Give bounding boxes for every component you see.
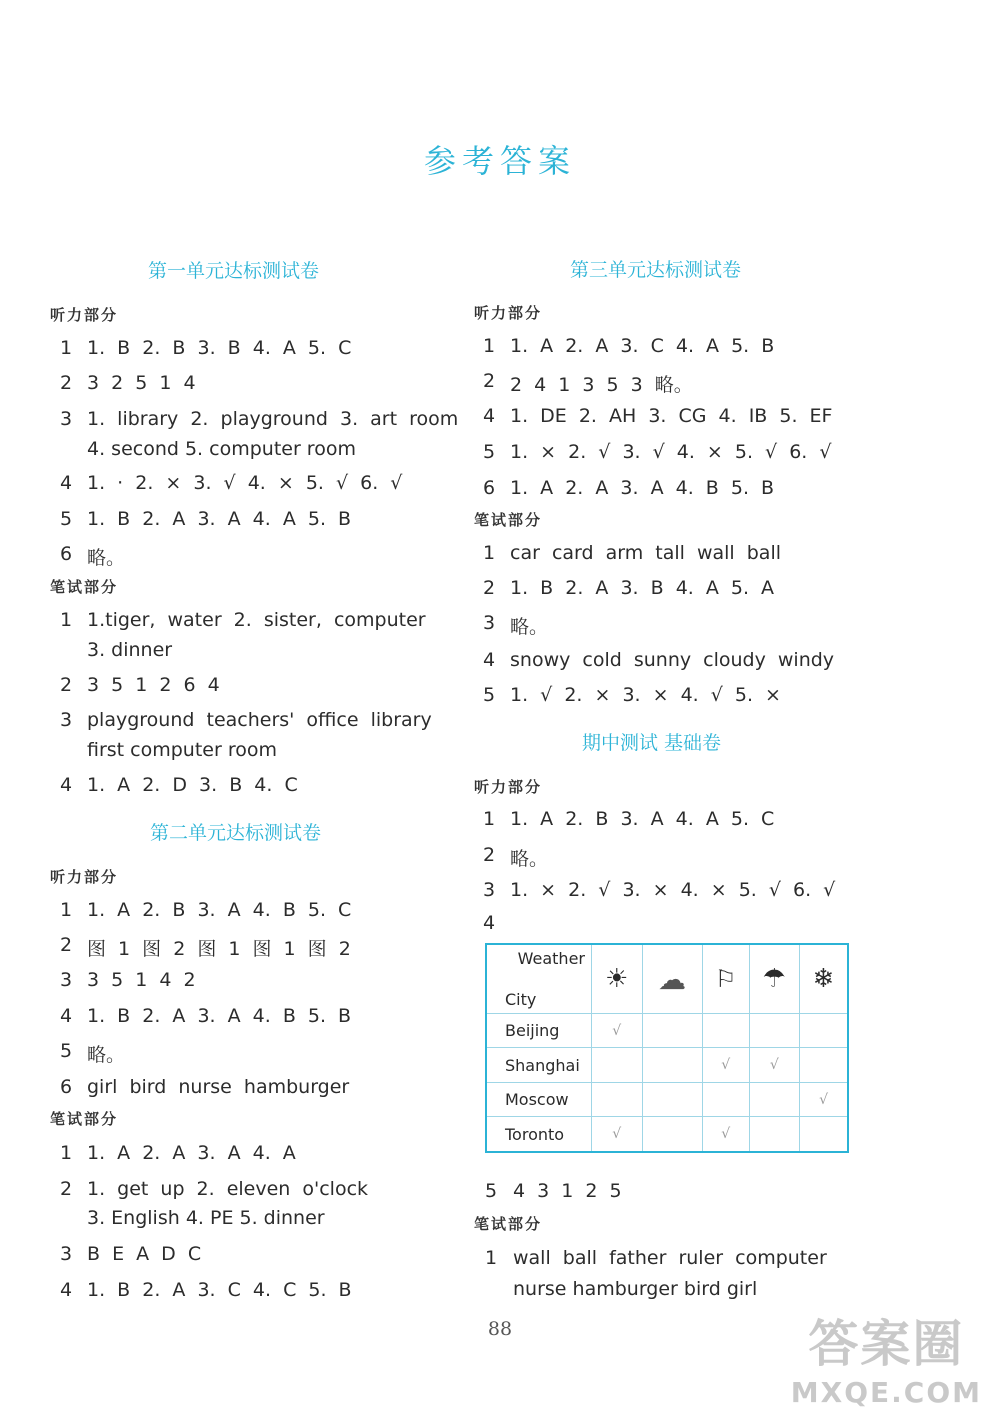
sunny-icon: ☀ <box>592 944 643 1014</box>
answer-row-continued: first computer room <box>87 739 277 761</box>
rainy-icon: ☂ <box>749 944 800 1014</box>
snowy-icon: ❄ <box>800 944 848 1014</box>
answer-row-continued: 3. dinner <box>87 639 173 661</box>
answer-row-continued: 4. second 5. computer room <box>87 438 356 460</box>
answer-row-continued: 3. English 4. PE 5. dinner <box>87 1207 325 1229</box>
weather-table <box>485 943 849 1153</box>
unit2-title: 第二单元达标测试卷 <box>150 822 322 844</box>
midterm-writing-label: 笔试部分 <box>474 1215 543 1233</box>
midterm-listening-label: 听力部分 <box>474 778 543 796</box>
page-number: 88 <box>487 1318 513 1340</box>
site-watermark: 答案圈 MXQE.COM <box>790 1315 982 1409</box>
unit1-writing-label: 笔试部分 <box>50 578 119 596</box>
cloudy-icon: ☁ <box>642 944 702 1014</box>
page-title: 参考答案 <box>423 142 576 180</box>
header-weather: Weather <box>517 949 585 968</box>
table-row: Beijing √ <box>486 1014 848 1048</box>
answer-row-continued: nurse hamburger bird girl <box>513 1278 758 1300</box>
unit3-title: 第三单元达标测试卷 <box>570 259 742 281</box>
table-row: Moscow √ <box>486 1082 848 1116</box>
unit3-writing-label: 笔试部分 <box>474 511 543 529</box>
unit1-title: 第一单元达标测试卷 <box>148 260 320 282</box>
midterm-title: 期中测试 基础卷 <box>582 732 722 754</box>
unit2-writing-label: 笔试部分 <box>50 1110 119 1128</box>
unit1-listening-label: 听力部分 <box>50 306 119 324</box>
header-city: City <box>505 990 537 1009</box>
table-row: Toronto √ √ <box>486 1117 848 1152</box>
unit3-listening-label: 听力部分 <box>474 304 543 322</box>
table-row: Shanghai √ √ <box>486 1048 848 1082</box>
unit2-listening-label: 听力部分 <box>50 868 119 886</box>
windy-icon: ⚐ <box>702 944 749 1014</box>
table-header-cell <box>486 944 592 1014</box>
